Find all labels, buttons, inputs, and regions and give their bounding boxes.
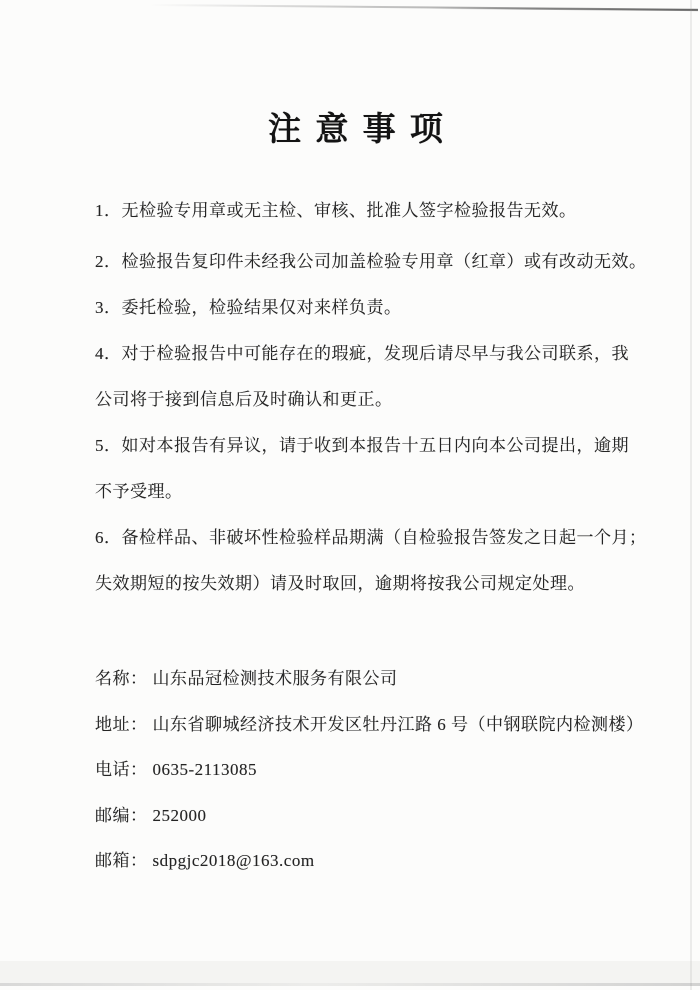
notice-list [95, 188, 647, 607]
scan-artifact-bottom-edge [0, 983, 700, 986]
notice-item-3 [95, 285, 647, 331]
notice-line: 失效期短的按失效期）请及时取回，逾期将按我公司规定处理。 [95, 574, 585, 593]
scan-artifact-top-edge [150, 4, 698, 11]
contact-row-name [95, 656, 644, 702]
company-phone: 0635-2113085 [152, 760, 258, 779]
notice-item-2 [95, 239, 647, 285]
notice-line: 6．备检样品、非破坏性检验样品期满（自检验报告签发之日起一个月； [95, 528, 647, 547]
contact-postcode-label: 邮编： [95, 805, 148, 825]
company-name: 山东品冠检测技术服务有限公司 [152, 669, 398, 688]
notice-item-4 [95, 331, 647, 423]
contact-phone-label: 电话： [95, 760, 148, 779]
page-title: 注 意 事 项 [268, 112, 446, 148]
notice-item-5 [95, 423, 647, 515]
contact-address-label: 地址： [95, 714, 148, 734]
notice-line: 3．委托检验，检验结果仅对来样负责。 [95, 298, 402, 317]
contact-block [95, 656, 644, 884]
company-address: 山东省聊城经济技术开发区牡丹江路 6 号（中钢联院内检测楼） [152, 714, 644, 734]
contact-name-label: 名称： [95, 669, 148, 688]
contact-email-label: 邮箱： [95, 851, 148, 870]
contact-row-address [95, 702, 644, 748]
notice-line: 5．如对本报告有异议，请于收到本报告十五日内向本公司提出，逾期 [95, 436, 629, 455]
notice-line: 公司将于接到信息后及时确认和更正。 [95, 390, 393, 409]
scan-artifact-bottom-band [0, 961, 700, 983]
notice-item-6 [95, 515, 647, 607]
notice-line: 2．检验报告复印件未经我公司加盖检验专用章（红章）或有改动无效。 [95, 252, 647, 271]
notice-item-1 [95, 188, 647, 234]
scan-artifact-top-edge-dark [430, 7, 698, 11]
contact-row-phone [95, 747, 644, 793]
company-postcode: 252000 [152, 805, 207, 825]
notice-line: 不予受理。 [95, 482, 183, 501]
notice-line: 4．对于检验报告中可能存在的瑕疵，发现后请尽早与我公司联系，我 [95, 344, 629, 363]
notice-line: 1．无检验专用章或无主检、审核、批准人签字检验报告无效。 [95, 201, 577, 220]
contact-row-email [95, 838, 644, 884]
company-email: sdpgjc2018@163.com [152, 851, 315, 870]
contact-row-postcode [95, 793, 644, 839]
